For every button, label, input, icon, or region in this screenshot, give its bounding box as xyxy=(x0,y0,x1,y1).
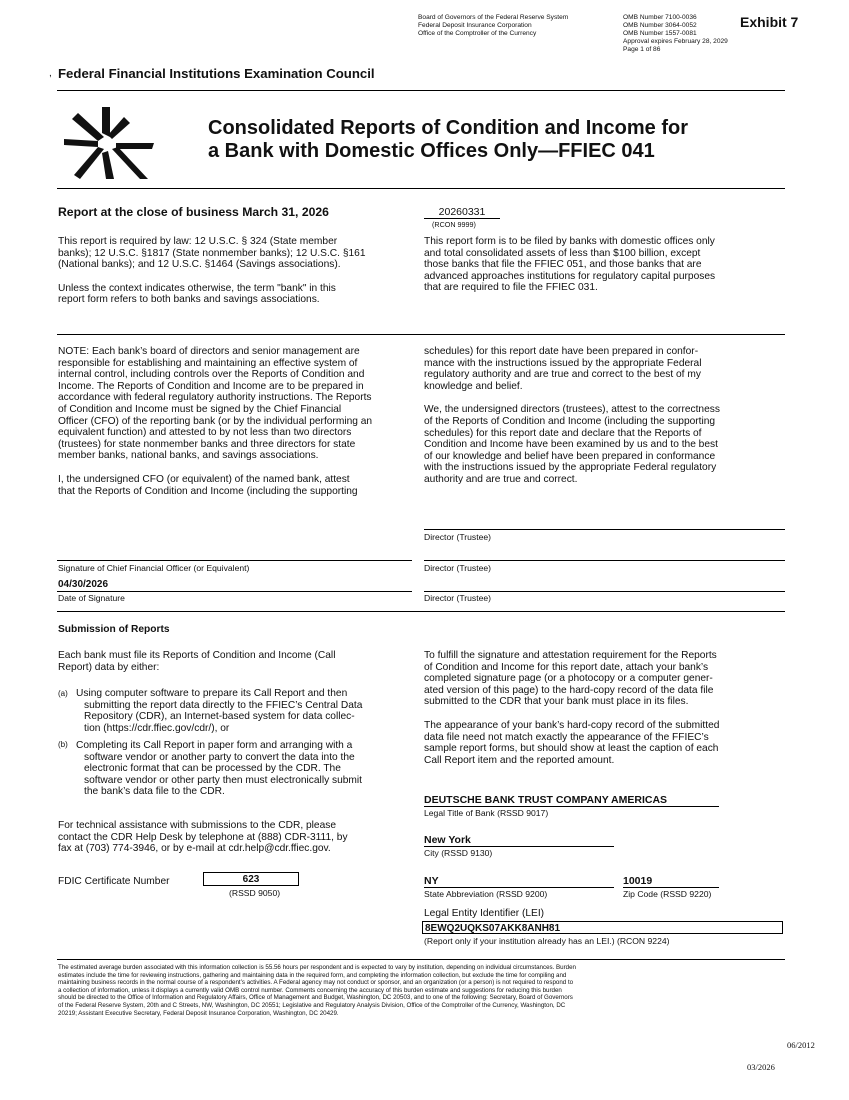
item-a-line: tion (https://cdr.ffiec.gov/cdr/), or xyxy=(84,722,230,734)
agency-list xyxy=(418,14,568,38)
note-line: equivalent function) and attested to by not less than two directors xyxy=(58,427,352,439)
appearance-line: Call Report item and the reported amount. xyxy=(424,754,615,766)
lei-heading: Legal Entity Identifier (LEI) xyxy=(424,908,545,919)
item-a xyxy=(76,688,414,734)
note-line: of Condition and Income must be signed by the Chief Financial xyxy=(58,403,342,415)
cfo-attest-cont: mance with the instructions issued by the appropriate Federal xyxy=(424,357,702,369)
item-b-line: software vendor or other party then must electronically submit xyxy=(84,774,363,786)
report-title xyxy=(208,117,688,163)
submission-intro-line: Each bank must file its Reports of Condition and Income (Call xyxy=(58,650,336,661)
attestation-requirement-line: completed signature page (or a photocopy or a computer gener- xyxy=(424,673,713,685)
zip-label: Zip Code (RSSD 9220) xyxy=(623,889,712,899)
intro-right xyxy=(424,236,786,294)
fdic-cert-code: (RSSD 9050) xyxy=(229,888,281,898)
item-a-line: Repository (CDR), an Internet-based system for data collec- xyxy=(84,711,355,723)
omb-number-fdic: OMB Number 3064-0052 xyxy=(623,22,697,29)
city-label: City (RSSD 9130) xyxy=(424,848,493,858)
revision-date: 03/2026 xyxy=(747,1062,775,1072)
cfo-attest-cont: schedules) for this report date have been prepared in confor- xyxy=(424,346,699,357)
omb-block xyxy=(623,14,728,54)
director-attest-line: authority and are true and correct. xyxy=(424,473,578,485)
logo-bar-left xyxy=(72,113,104,141)
burden-rule xyxy=(57,959,785,960)
note-line: (trustees) for state nonmember banks and three directors for state xyxy=(58,438,356,450)
intro-scope-line: This report form is to be filed by banks with domestic offices only xyxy=(424,236,715,247)
cfo-attest-cont: regulatory authority and are true and correct to the best of my xyxy=(424,369,701,381)
item-b-marker: (b) xyxy=(58,740,68,749)
logo-bar-lowright xyxy=(112,147,148,179)
intro-scope-line: advanced approaches institutions for regulatory capital purposes xyxy=(424,270,716,282)
note-line: accordance with federal regulatory authority instructions. The Reports xyxy=(58,392,372,404)
burden-line: a collection of information, unless it displays a currently valid OMB control number. Comments concerning the accuracy of this burden estimate and suggestions for reducing this burden xyxy=(58,986,562,994)
ffiec-logo xyxy=(64,103,164,183)
director3-label: Director (Trustee) xyxy=(424,593,492,603)
burden-statement xyxy=(58,964,785,1017)
signature-date-value: 04/30/2026 xyxy=(58,579,109,590)
note-left xyxy=(58,346,414,497)
item-a-line: Using computer software to prepare its Call Report and then xyxy=(76,688,348,699)
city-line[interactable] xyxy=(424,846,614,847)
director2-label: Director (Trustee) xyxy=(424,563,492,573)
submission-right xyxy=(424,650,786,766)
agency-fdic: Federal Deposit Insurance Corporation xyxy=(418,22,532,29)
omb-number-occ: OMB Number 1557-0081 xyxy=(623,30,697,37)
burden-line: maintaining business records in the normal course of a respondent’s activities. A Federal agency may not conduct or sponsor, and an organization (or a person) is not required to respond to xyxy=(58,979,574,987)
intro-scope-line: that are required to file the FFIEC 031. xyxy=(424,282,598,294)
form-date: 06/2012 xyxy=(787,1040,815,1050)
report-date-heading: Report at the close of business March 31, 2026 xyxy=(58,205,329,219)
director-attest-line: of the Reports of Condition and Income (including the supporting xyxy=(424,415,716,427)
signature-date-label: Date of Signature xyxy=(58,593,125,603)
report-title-line2: a Bank with Domestic Offices Only—FFIEC 041 xyxy=(208,140,655,162)
director-attest-line: Condition and Income have been examined by us and to the best xyxy=(424,439,718,451)
logo-bar-lowleft xyxy=(74,147,104,179)
appearance-line: data file need not match exactly the appearance of the FFIEC’s xyxy=(424,731,709,743)
lei-note: (Report only if your institution already has an LEI.) (RCON 9224) xyxy=(424,936,670,946)
omb-number-frb: OMB Number 7100-0036 xyxy=(623,14,697,21)
note-line: responsible for establishing and maintaining an effective system of xyxy=(58,357,358,369)
director-attest-line: of our knowledge and belief have been prepared in conformance xyxy=(424,450,716,462)
tech-assistance xyxy=(58,820,414,855)
intro-law-line: banks); 12 U.S.C. §1817 (State nonmember banks); 12 U.S.C. §161 xyxy=(58,247,366,259)
signature-date-line xyxy=(57,591,412,592)
cfo-signature-line[interactable] xyxy=(57,560,412,561)
item-a-marker: (a) xyxy=(58,689,68,698)
legal-title-value: DEUTSCHE BANK TRUST COMPANY AMERICAS xyxy=(424,794,668,806)
burden-line: of the Federal Reserve System, 20th and C Streets, NW, Washington, DC 20551; Legislative and Regulatory Analysis Division, Office of the Comptroller of the Currency, Washington, DC xyxy=(58,1001,566,1009)
cfo-attest-line: I, the undersigned CFO (or equivalent) of the named bank, attest xyxy=(58,473,350,485)
burden-line: should be directed to the Office of Information and Regulatory Affairs, Office of Management and Budget, Washington, DC 20503, and to one of the following: Secretary, Board of Governors xyxy=(58,994,573,1002)
director-attest-line: schedules) for this report date and declare that the Reports of xyxy=(424,427,702,439)
burden-line: The estimated average burden associated with this information collection is 55.56 hours per respondent and is expected to vary by institution, depending on individual circumstances. Burden xyxy=(58,964,576,971)
note-line: member banks, national banks, and savings associations. xyxy=(58,450,319,462)
agency-occ: Office of the Comptroller of the Currency xyxy=(418,30,537,37)
zip-value: 10019 xyxy=(623,875,653,887)
director1-label: Director (Trustee) xyxy=(424,532,492,542)
attestation-requirement-line: To fulfill the signature and attestation requirement for the Reports xyxy=(424,650,717,661)
tech-assistance-line: For technical assistance with submissions to the CDR, please xyxy=(58,820,337,831)
intro-scope-line: and total consolidated assets of less than $100 billion, except xyxy=(424,247,701,259)
note-line: Income. The Reports of Condition and Income are to be prepared in xyxy=(58,380,364,392)
exhibit-label: Exhibit 7 xyxy=(740,14,799,30)
item-b-line: Completing its Call Report in paper form and arranging with a xyxy=(76,740,353,751)
burden-line: 20219; Assistant Executive Secretary, Federal Deposit Insurance Corporation, Washington, DC 20429. xyxy=(58,1009,339,1017)
state-label: State Abbreviation (RSSD 9200) xyxy=(424,889,548,899)
note-line: internal control, including controls over the Reports of Condition and xyxy=(58,369,365,381)
city-value: New York xyxy=(424,834,471,846)
item-b-line: the bank’s data file to the CDR. xyxy=(84,786,225,798)
note-right xyxy=(424,346,786,486)
state-value: NY xyxy=(424,875,439,887)
appearance-line: sample report forms, but should show at least the caption of each xyxy=(424,743,719,755)
header-rule xyxy=(57,90,785,91)
item-b-line: software vendor or another party to convert the data into the xyxy=(84,751,355,763)
attestation-requirement-line: ated version of this page) to the hard-copy record of the data file xyxy=(424,684,714,696)
fdic-cert-field[interactable]: 623 xyxy=(203,872,299,886)
tech-assistance-line: fax at (703) 774-3946, or by e-mail at cdr.help@cdr.ffiec.gov. xyxy=(58,843,331,855)
intro-law-line: This report is required by law: 12 U.S.C. § 324 (State member xyxy=(58,236,338,247)
cfo-signature-label: Signature of Chief Financial Officer (or Equivalent) xyxy=(58,563,250,573)
tech-assistance-line: contact the CDR Help Desk by telephone at (888) CDR-3111, by xyxy=(58,831,348,843)
logo-bar-top xyxy=(102,107,110,137)
legal-title-line[interactable] xyxy=(424,806,719,807)
logo-bar-right xyxy=(108,117,130,139)
note-line: NOTE: Each bank’s board of directors and senior management are xyxy=(58,346,360,357)
appearance-line: The appearance of your bank’s hard-copy record of the submitted xyxy=(424,719,720,731)
attestation-requirement-line: submitted to the CDR that your bank must place in its files. xyxy=(424,696,689,708)
logo-bar-bottom xyxy=(102,151,114,179)
director-attest-line: We, the undersigned directors (trustees), attest to the correctness xyxy=(424,404,720,416)
intro-scope-line: those banks that file the FFIEC 051, and those banks that are xyxy=(424,259,702,271)
item-b-line: electronic format that can be processed by the CDR. The xyxy=(84,763,341,775)
intro-rule xyxy=(57,334,785,335)
director2-signature-line[interactable] xyxy=(424,560,785,561)
submission-intro-line: Report) data by either: xyxy=(58,661,160,673)
cfo-attest-cont: knowledge and belief. xyxy=(424,380,523,392)
council-name: Federal Financial Institutions Examination Council xyxy=(58,66,375,81)
cfo-attest-line: that the Reports of Condition and Income (including the supporting xyxy=(58,485,358,497)
submission-heading: Submission of Reports xyxy=(58,624,170,635)
stray-mark: , xyxy=(49,68,52,79)
state-line[interactable] xyxy=(424,887,614,888)
legal-title-label: Legal Title of Bank (RSSD 9017) xyxy=(424,808,549,818)
burden-line: estimates include the time for reviewing instructions, gathering and maintaining data in the required form, and completing the information collection, but exclude the time for compiling and xyxy=(58,971,567,979)
page-number: Page 1 of 86 xyxy=(623,46,661,53)
report-title-line1: Consolidated Reports of Condition and Income for xyxy=(208,117,688,139)
item-b xyxy=(76,740,414,798)
note-line: Officer (CFO) of the reporting bank (or by the individual performing an xyxy=(58,415,373,427)
intro-term-line: Unless the context indicates otherwise, the term "bank" in this xyxy=(58,282,336,294)
fdic-cert-label: FDIC Certificate Number xyxy=(58,876,170,887)
report-date-value: 20260331 xyxy=(424,206,500,219)
attestation-requirement-line: of Condition and Income for this report date, attach your bank’s xyxy=(424,661,709,673)
signature-rule xyxy=(57,611,785,612)
submission-left xyxy=(58,650,414,673)
approval-expiration: Approval expires February 28, 2029 xyxy=(623,38,728,45)
director1-signature-line[interactable] xyxy=(424,529,785,530)
item-a-line: submitting the report data directly to the FFIEC’s Central Data xyxy=(84,699,363,711)
lei-field[interactable]: 8EWQ2UQKS07AKK8ANH81 xyxy=(422,921,783,934)
zip-line[interactable] xyxy=(623,887,719,888)
intro-left xyxy=(58,236,414,306)
director-attest-line: with the instructions issued by the appropriate Federal regulatory xyxy=(424,462,717,474)
logo-bar-midright xyxy=(116,143,154,149)
intro-term-line: report form refers to both banks and savings associations. xyxy=(58,294,320,306)
title-rule xyxy=(57,188,785,189)
director3-signature-line[interactable] xyxy=(424,591,785,592)
logo-bar-midleft xyxy=(64,139,98,147)
agency-frb: Board of Governors of the Federal Reserve System xyxy=(418,14,569,21)
intro-law-line: (National banks); and 12 U.S.C. §1464 (Savings associations). xyxy=(58,259,341,271)
report-date-code: (RCON 9999) xyxy=(432,220,476,229)
